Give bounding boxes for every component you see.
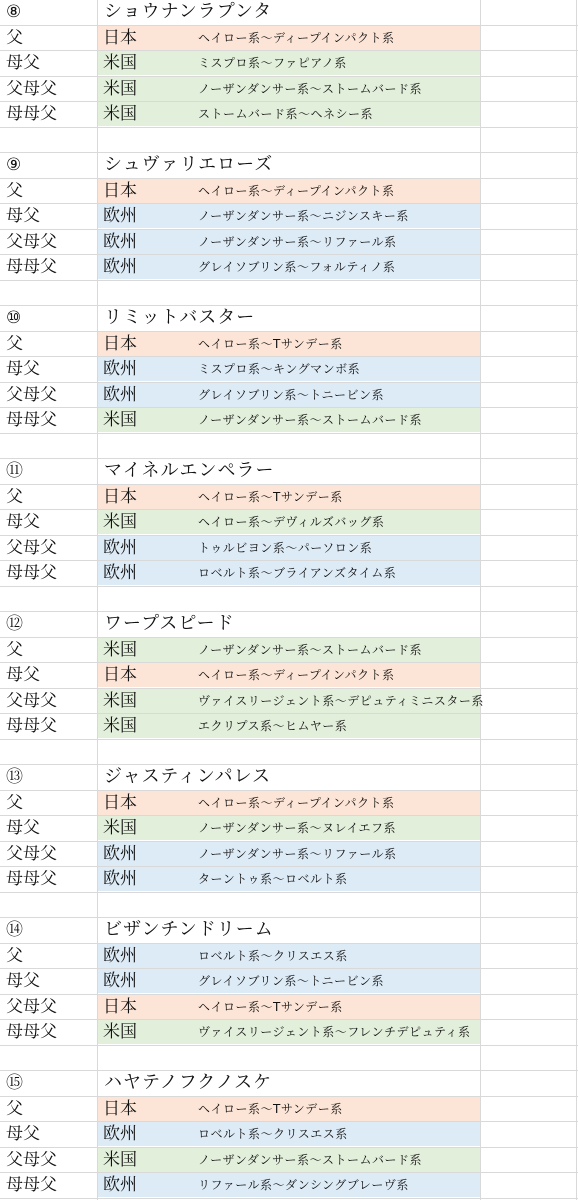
relation-label: 父 [6,180,23,201]
region-cell: 米国 [103,1149,137,1170]
sire-line-cell: ロベルト系〜クリスエス系 [198,1127,348,1141]
relation-label: 父母父 [6,690,57,711]
region-cell: 欧州 [103,869,137,889]
pedigree-row[interactable] [0,51,578,77]
spacer-row [0,893,578,919]
section-header-row[interactable] [0,459,578,485]
relation-label: 父 [6,333,23,354]
region-cell: 米国 [103,690,137,711]
sire-line-cell: ストームバード系〜ヘネシー系 [198,107,374,121]
region-cell: 米国 [103,410,137,430]
section-number: ⑬ [6,767,23,787]
region-cell: 欧州 [103,537,137,558]
region-cell: 米国 [103,1022,137,1042]
region-cell: 欧州 [103,384,137,405]
horse-section [0,918,578,1071]
pedigree-row[interactable] [0,867,578,893]
pedigree-row[interactable] [0,944,578,970]
region-cell: 日本 [103,333,137,354]
pedigree-row[interactable] [0,995,578,1021]
horse-name: リミットバスター [104,307,256,328]
horse-name: ビザンチンドリーム [104,919,274,940]
relation-label: 母母父 [6,563,57,583]
relation-label: 父 [6,27,23,48]
pedigree-row[interactable] [0,485,578,511]
section-header-row[interactable] [0,306,578,332]
spacer-row [0,740,578,766]
horse-section [0,612,578,765]
relation-label: 母父 [6,818,40,838]
region-cell: 米国 [103,818,137,838]
relation-label: 母父 [6,53,40,73]
region-cell: 欧州 [103,231,137,252]
section-header-row[interactable] [0,153,578,179]
region-cell: 米国 [103,53,137,73]
pedigree-row[interactable] [0,714,578,740]
pedigree-row[interactable] [0,26,578,52]
sire-line-cell: ターントゥ系〜ロベルト系 [198,872,348,886]
relation-label: 父母父 [6,843,57,864]
relation-label: 母母父 [6,716,57,736]
horse-section [0,765,578,918]
region-cell: 日本 [103,27,137,48]
region-cell: 米国 [103,104,137,124]
pedigree-row[interactable] [0,1097,578,1123]
horse-name: ショウナンラプンタ [104,1,273,22]
pedigree-row[interactable] [0,510,578,536]
horse-name: ワープスピード [104,613,235,634]
pedigree-row[interactable] [0,204,578,230]
pedigree-row[interactable] [0,791,578,817]
relation-label: 父 [6,945,23,966]
region-cell: 米国 [103,639,137,660]
section-number: ⑨ [6,155,22,175]
region-cell: 欧州 [103,1124,137,1144]
pedigree-row[interactable] [0,638,578,664]
relation-label: 母母父 [6,410,57,430]
sire-line-cell: ヘイロー系〜Tサンデー系 [198,999,343,1014]
region-cell: 日本 [103,665,137,685]
section-number: ⑮ [6,1073,23,1093]
region-cell: 欧州 [103,1175,137,1195]
horse-name: ジャスティンパレス [104,766,272,787]
region-cell: 日本 [103,792,137,813]
pedigree-row[interactable] [0,689,578,715]
relation-label: 父 [6,1098,23,1119]
relation-label: 母母父 [6,869,57,889]
pedigree-row[interactable] [0,77,578,103]
relation-label: 母父 [6,665,40,685]
sire-line-cell: ノーザンダンサー系〜リファール系 [198,234,397,249]
section-number: ⑭ [6,920,23,940]
region-cell: 日本 [103,1098,137,1119]
sire-line-cell: トゥルビヨン系〜パーソロン系 [198,540,373,555]
pedigree-row[interactable] [0,536,578,562]
sire-line-cell: ヘイロー系〜デヴィルズバッグ系 [198,515,385,529]
region-cell: 欧州 [103,843,137,864]
sire-line-cell: ヴァイスリージェント系〜フレンチデピュティ系 [198,1025,471,1039]
pedigree-row[interactable] [0,561,578,587]
sire-line-cell: ロベルト系〜クリスエス系 [198,948,348,963]
relation-label: 父 [6,486,23,507]
pedigree-row[interactable] [0,383,578,409]
section-number: ⑪ [6,461,23,481]
section-header-row[interactable] [0,0,578,26]
relation-label: 父母父 [6,1149,57,1170]
region-cell: 米国 [103,512,137,532]
sire-line-cell: グレイソブリン系〜フォルティノ系 [198,260,396,274]
pedigree-row[interactable] [0,1020,578,1046]
sire-line-cell: ノーザンダンサー系〜ヌレイエフ系 [198,821,396,835]
region-cell: 日本 [103,996,137,1017]
pedigree-row[interactable] [0,969,578,995]
horse-section [0,306,578,459]
spacer-row [0,128,578,154]
pedigree-row[interactable] [0,230,578,256]
horse-section [0,459,578,612]
relation-label: 母父 [6,512,40,532]
horse-name: ハヤテノフクノスケ [104,1072,273,1093]
section-number: ⑧ [6,2,22,22]
relation-label: 母母父 [6,1022,57,1042]
relation-label: 父母父 [6,996,57,1017]
relation-label: 母父 [6,206,40,226]
relation-label: 母母父 [6,104,57,124]
sire-line-cell: ヘイロー系〜Tサンデー系 [198,336,343,351]
region-cell: 日本 [103,180,137,201]
sire-line-cell: ヘイロー系〜ディープインパクト系 [198,183,395,198]
horse-name: マイネルエンペラー [104,460,275,481]
sire-line-cell: ノーザンダンサー系〜ストームバード系 [198,81,423,96]
region-cell: 欧州 [103,563,137,583]
pedigree-row[interactable] [0,1122,578,1148]
relation-label: 父母父 [6,384,57,405]
region-cell: 米国 [103,78,137,99]
spacer-row [0,587,578,613]
horse-name: シュヴァリエローズ [104,154,274,175]
sire-line-cell: ミスプロ系〜キングマンボ系 [198,362,361,376]
region-cell: 欧州 [103,945,137,966]
sire-line-cell: ヘイロー系〜ディープインパクト系 [198,795,395,810]
sire-line-cell: ノーザンダンサー系〜ストームバード系 [198,642,423,657]
relation-label: 母母父 [6,257,57,277]
sire-line-cell: ヘイロー系〜Tサンデー系 [198,489,343,504]
spacer-row [0,434,578,460]
sire-line-cell: グレイソブリン系〜トニービン系 [198,974,384,988]
sire-line-cell: ヘイロー系〜Tサンデー系 [198,1101,343,1116]
pedigree-row[interactable] [0,179,578,205]
region-cell: 米国 [103,716,137,736]
relation-label: 父母父 [6,231,57,252]
pedigree-row[interactable] [0,332,578,358]
sire-line-cell: ヴァイスリージェント系〜デピュティミニスター系 [198,693,484,708]
relation-label: 母父 [6,1124,40,1144]
pedigree-row[interactable] [0,1148,578,1174]
section-header-row[interactable] [0,918,578,944]
section-header-row[interactable] [0,1071,578,1097]
relation-label: 母父 [6,971,40,991]
pedigree-row[interactable] [0,1173,578,1199]
region-cell: 欧州 [103,359,137,379]
sire-line-cell: ノーザンダンサー系〜リファール系 [198,846,397,861]
pedigree-row[interactable] [0,408,578,434]
sire-line-cell: ロベルト系〜ブライアンズタイム系 [198,566,397,580]
pedigree-row[interactable] [0,255,578,281]
sire-line-cell: ヘイロー系〜ディープインパクト系 [198,30,395,45]
sire-line-cell: ノーザンダンサー系〜ストームバード系 [198,413,423,427]
pedigree-row[interactable] [0,102,578,128]
relation-label: 父母父 [6,78,57,99]
horse-section [0,1071,578,1199]
relation-label: 母母父 [6,1175,57,1195]
relation-label: 父 [6,792,23,813]
sire-line-cell: ヘイロー系〜ディープインパクト系 [198,668,395,682]
sire-line-cell: リファール系〜ダンシングブレーヴ系 [198,1178,409,1192]
horse-section [0,153,578,306]
region-cell: 日本 [103,486,137,507]
horse-section [0,0,578,153]
pedigree-row[interactable] [0,816,578,842]
sire-line-cell: ノーザンダンサー系〜ストームバード系 [198,1152,423,1167]
region-cell: 欧州 [103,257,137,277]
spacer-row [0,1046,578,1072]
pedigree-row[interactable] [0,663,578,689]
relation-label: 母父 [6,359,40,379]
region-cell: 欧州 [103,206,137,226]
section-number: ⑫ [6,614,23,634]
sire-line-cell: ミスプロ系〜ファピアノ系 [198,56,347,70]
pedigree-row[interactable] [0,842,578,868]
sire-line-cell: グレイソブリン系〜トニービン系 [198,387,384,402]
sire-line-cell: ノーザンダンサー系〜ニジンスキー系 [198,209,409,223]
sire-line-cell: エクリプス系〜ヒムヤー系 [198,719,348,733]
spacer-row [0,281,578,307]
section-number: ⑩ [6,308,22,328]
region-cell: 欧州 [103,971,137,991]
relation-label: 父母父 [6,537,57,558]
section-header-row[interactable] [0,765,578,791]
section-header-row[interactable] [0,612,578,638]
pedigree-row[interactable] [0,357,578,383]
relation-label: 父 [6,639,23,660]
